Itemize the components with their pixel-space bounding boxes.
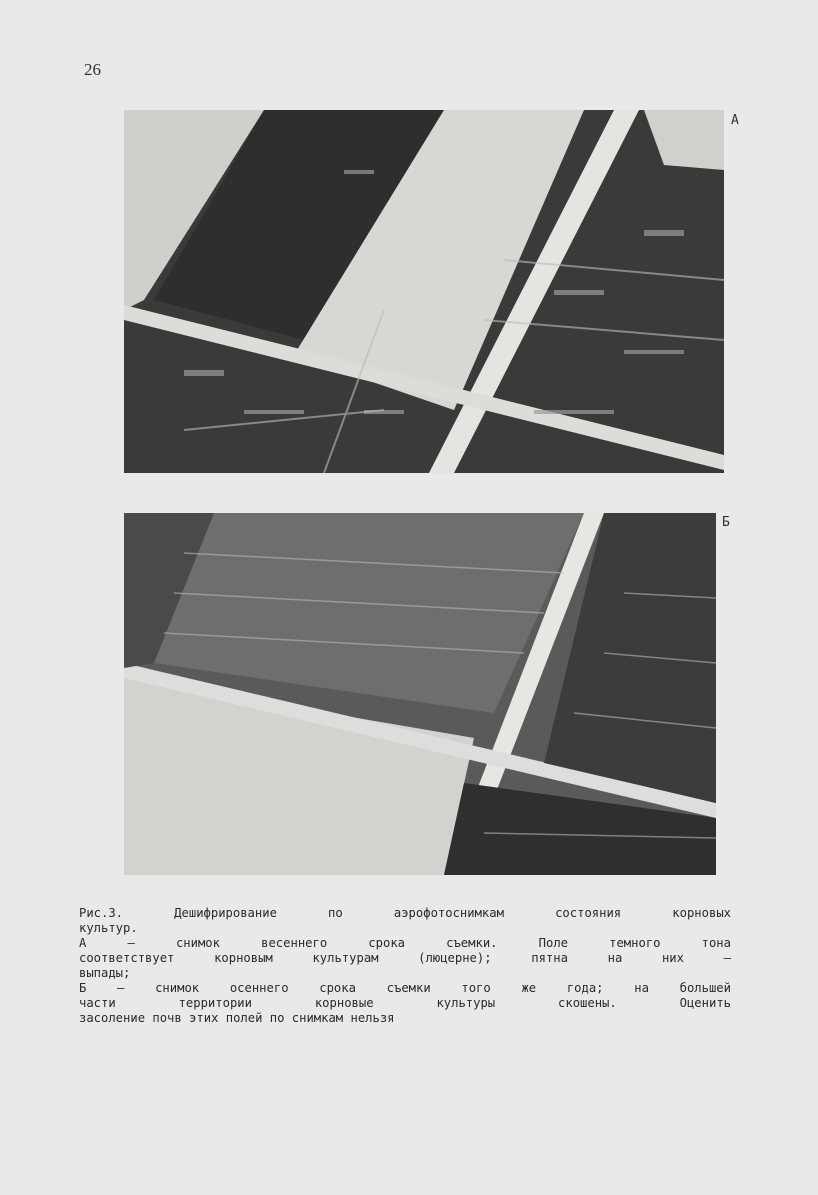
photo-a-label: А bbox=[731, 113, 739, 128]
figure-caption bbox=[79, 906, 731, 1026]
caption-b-line1: Б – снимок осеннего срока съемки того же года; на большей bbox=[79, 981, 731, 995]
caption-a-line1: А – снимок весеннего срока съемки. Поле темного тона bbox=[79, 936, 731, 950]
aerial-photo-a bbox=[124, 110, 724, 473]
caption-title-line1: Рис.3. Дешифрирование по аэрофотоснимкам состояния корновых bbox=[79, 906, 731, 920]
caption-a-line3: выпады; bbox=[79, 966, 131, 980]
caption-b-line2: части территории корновые культуры скошены. Оценить bbox=[79, 996, 731, 1010]
page-number: 26 bbox=[84, 60, 101, 79]
caption-a-line2: соответствует корновым культурам (люцерне); пятна на них – bbox=[79, 951, 731, 965]
caption-b-line3: засоление почв этих полей по снимкам нельзя bbox=[79, 1011, 395, 1025]
caption-title-line2: культур. bbox=[79, 921, 138, 935]
aerial-photo-b-image bbox=[124, 513, 716, 875]
aerial-photo-b bbox=[124, 513, 716, 875]
photo-b-label: Б bbox=[722, 515, 730, 530]
aerial-photo-a-image bbox=[124, 110, 724, 473]
